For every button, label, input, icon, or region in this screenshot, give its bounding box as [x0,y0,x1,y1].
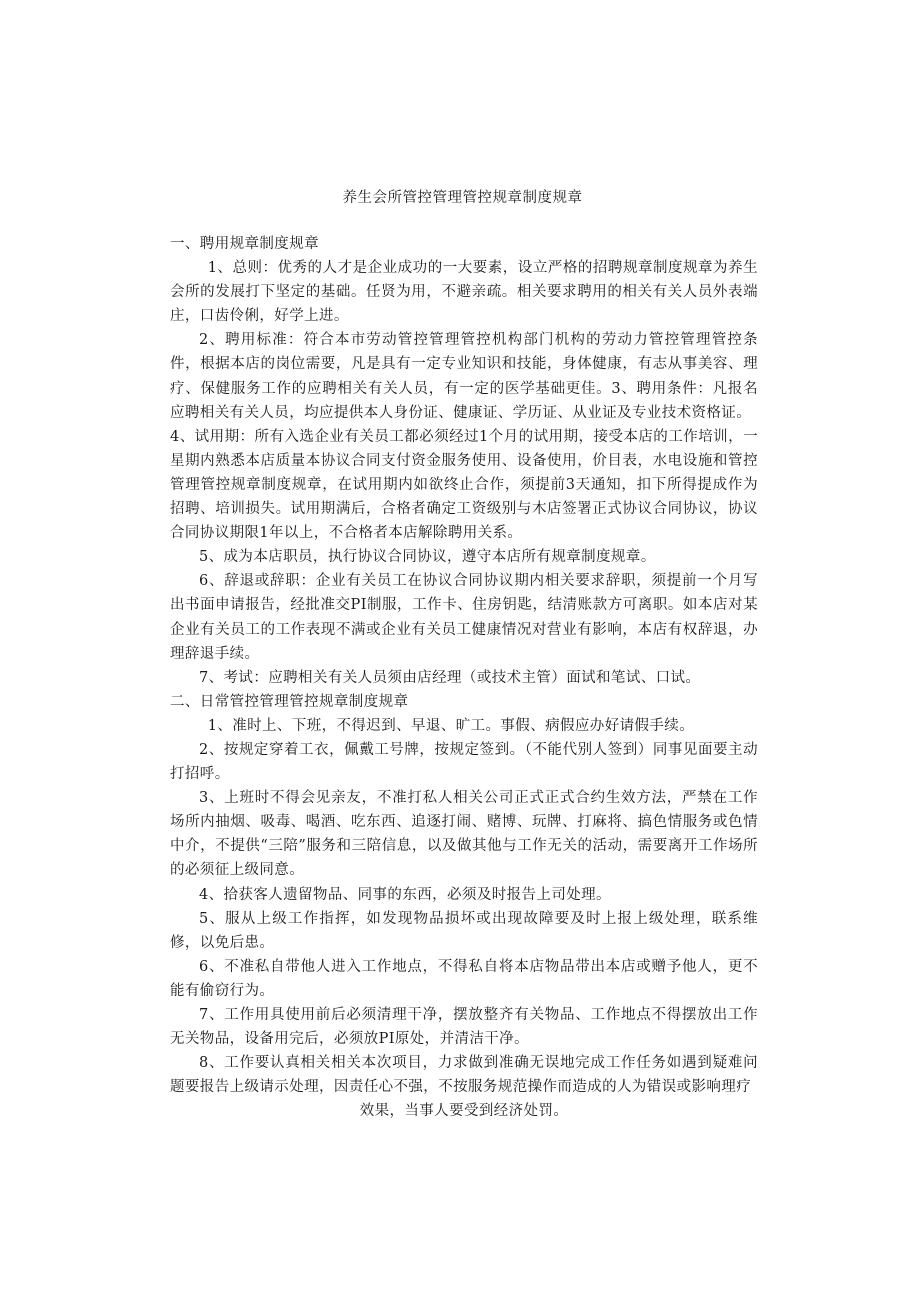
paragraph: 1、准时上、下班，不得迟到、早退、旷工。事假、病假应办好请假手续。 [207,717,695,734]
paragraph: 6、辞退或辞职：企业有关员工在协议合同协议期内相关要求辞职，须提前一个月写出书面申请报告，经批准交PI制服，工作卡、住房钥匙，结清账款方可离职。如本店对某企业有关员工的工作表现不满或企业有关员工健康情况对营业有影响，本店有权辞退，办理辞退手续。 [170,573,758,662]
document-body [170,232,758,1123]
paragraph-continuation: 效果，当事人要受到经济处罚。 [359,1103,569,1120]
paragraph: 2、聘用标准：符合本市劳动管控管理管控机构部门机构的劳动力管控管理管控条件，根据本店的岗位需要，凡是具有一定专业知识和技能，身体健康，有志从事美容、理疗、保健服务工作的应聘相关有关人员，有一定的医学基础更佳。3、聘用条件：凡报名应聘相关有关人员，均应提供本人身份证、健康证、学历证、从业证及专业技术资格证。 [170,332,758,421]
section-heading: 一、聘用规章制度规章 [170,236,319,252]
paragraph: 8、工作要认真相关相关本次项目，力求做到准确无误地完成工作任务如遇到疑难问题要报告上级请示处理，因责任心不强，不按服务规范操作而造成的人为错误或影响理疗 [170,1055,758,1096]
paragraph: 3、上班时不得会见亲友，不准打私人相关公司正式正式合约生效方法，严禁在工作场所内抽烟、吸毒、喝酒、吃东西、追逐打闹、赌博、玩牌、打麻将、搞色情服务或色情中介，不提供“三陪”服务和三陪信息，以及做其他与工作无关的活动，需要离开工作场所的必须征上级同意。 [170,790,758,879]
paragraph: 4、拾获客人遗留物品、同事的东西，必须及时报告上司处理。 [199,886,611,903]
document-title: 养生会所管控管理管控规章制度规章 [342,190,583,206]
section-heading: 二、日常管控管理管控规章制度规章 [170,693,409,710]
paragraph: 4、试用期：所有入选企业有关员工都必须经过1个月的试用期，接受本店的工作培训，一星期内熟悉本店质量本协议合同支付资金服务使用、设备使用，价目表，水电设施和管控管理管控规章制度规章，在试用期内如欲终止合作，须提前3天通知，扣下所得提成作为招聘、培训损失。试用期满后，合格者确定工资级别与木店签署正式协议合同协议，协议合同协议期限1年以上，不合格者本店解除聘用关系。 [170,428,758,542]
paragraph: 6、不准私自带他人进入工作地点，不得私自将本店物品带出本店或赠予他人，更不能有偷窃行为。 [170,958,758,999]
paragraph: 5、成为本店职员，执行协议合同协议，遵守本店所有规章制度规章。 [199,549,656,566]
paragraph: 5、服从上级工作指挥，如发现物品损坏或出现故障要及时上报上级处理，联系维修，以免后患。 [170,910,758,951]
paragraph: 2、按规定穿着工衣，佩戴工号牌，按规定签到。（不能代别人签到）同事见面要主动打招呼。 [170,741,758,783]
paragraph: 1、总则：优秀的人才是企业成功的一大要素，设立严格的招聘规章制度规章为养生会所的发展打下坚定的基础。任贤为用，不避亲疏。相关要求聘用的相关有关人员外表端庄，口齿伶俐，好学上进。 [170,260,758,325]
paragraph: 7、工作用具使用前后必须清理干净，摆放整齐有关物品、工作地点不得摆放出工作无关物品，设备用完后，必须放PI原处，并清洁干净。 [170,1007,758,1048]
paragraph: 7、考试：应聘相关有关人员须由店经理（或技术主管）面试和笔试、口试。 [199,669,701,686]
